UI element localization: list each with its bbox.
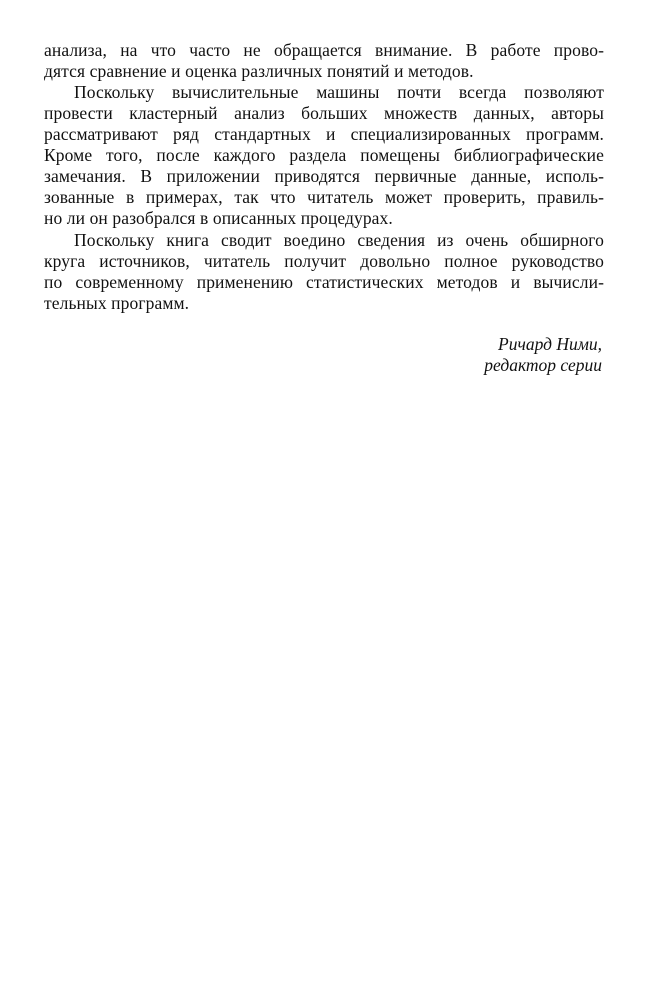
paragraph-2-line-2: провести кластерный анализ больших множеств данных, авторы [44, 103, 604, 123]
signature-name: Ричард Ними, [498, 334, 602, 354]
paragraph-2-line-5: замечания. В приложении приводятся первичные данные, исполь- [44, 166, 604, 186]
paragraph-3-line-1: Поскольку книга сводит воедино сведения из очень обширного [74, 230, 604, 250]
paragraph-1-line-2: дятся сравнение и оценка различных понятий и методов. [44, 61, 474, 81]
paragraph-2-line-4: Кроме того, после каждого раздела помещены библиографические [44, 145, 604, 165]
paragraph-3-line-3: по современному применению статистических методов и вычисли- [44, 272, 604, 292]
paragraph-2-line-6: зованные в примерах, так что читатель может проверить, правиль- [44, 187, 604, 207]
paragraph-3-line-2: круга источников, читатель получит довольно полное руководство [44, 251, 604, 271]
signature-role: редактор серии [484, 355, 602, 375]
paragraph-2-line-1: Поскольку вычислительные машины почти всегда позволяют [74, 82, 604, 102]
paragraph-2-line-7: но ли он разобрался в описанных процедурах. [44, 208, 393, 228]
paragraph-2-line-3: рассматривают ряд стандартных и специализированных программ. [44, 124, 604, 144]
paragraph-1-line-1: анализа, на что часто не обращается внимание. В работе прово- [44, 40, 604, 60]
paragraph-3-line-4: тельных программ. [44, 293, 190, 313]
